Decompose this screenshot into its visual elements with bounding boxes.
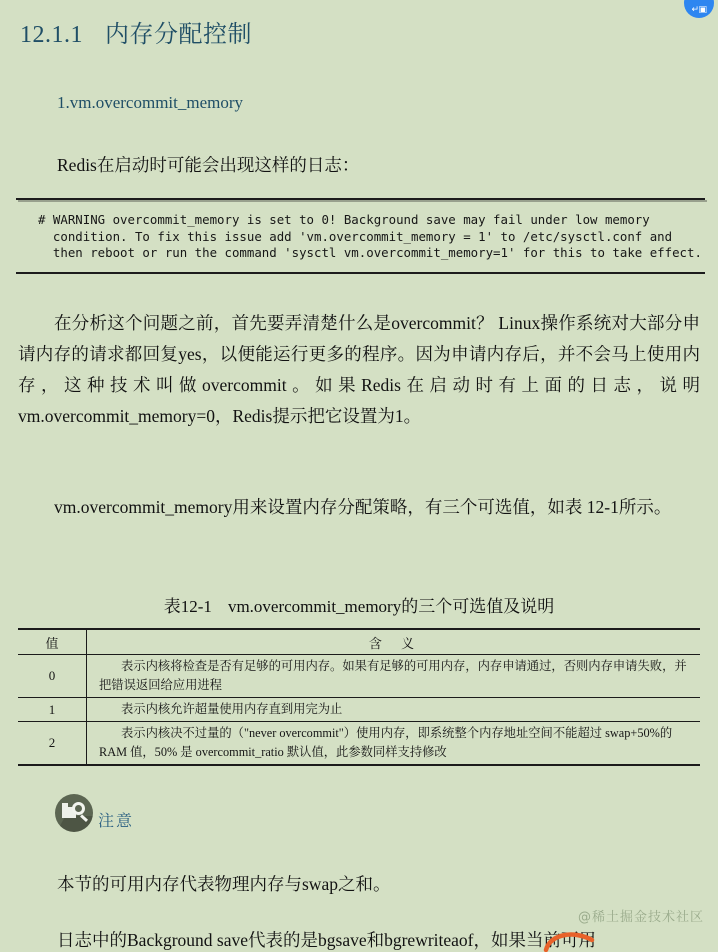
table-cell-value: 2 [18,722,87,766]
table-caption [0,592,718,617]
table-cell-meaning: 表示内核决不过量的（"never overcommit"）使用内存，即系统整个内存地址空间不能超过 swap+50%的 RAM 值，50% 是 overcommit_ratio 默认值，此参数同样支持修改 [87,722,701,766]
table-caption-number: 表12-1 [163,597,212,616]
code-rule-bottom [16,272,705,274]
table-cell-value: 0 [18,655,87,698]
subsection-heading: 1.vm.overcommit_memory [57,93,244,112]
paragraph-strategy: vm.overcommit_memory用来设置内存分配策略，有三个可选值，如表 12-1所示。 [54,497,672,517]
table-cell-meaning: 表示内核将检查是否有足够的可用内存。如果有足够的可用内存，内存申请通过，否则内存申请失败，并把错误返回给应用进程 [87,655,701,698]
note-block [55,794,134,832]
page-title [20,14,252,49]
paragraph-note-body: 本节的可用内存代表物理内存与swap之和。 [57,874,391,894]
table-row [18,722,700,766]
section-number: 12.1.1 [20,22,83,48]
code-line: # WARNING overcommit_memory is set to 0! Background save may fail under low memory [38,212,650,227]
table-cell-value: 1 [18,698,87,722]
bookmark-badge-glyph: ↵▣ [691,5,707,15]
table-caption-text: vm.overcommit_memory的三个可选值及说明 [227,597,555,616]
paragraph-lead-in: Redis在启动时可能会出现这样的日志： [57,155,360,175]
log-output-block [16,198,718,274]
paragraph-tail: 日志中的Background save代表的是bgsave和bgrewriteaof，如果当前可用 [57,930,596,950]
table-row [18,655,700,698]
paragraph-overcommit: 在分析这个问题之前，首先要弄清楚什么是overcommit？ Linux操作系统对大部分申请内存的请求都回复yes，以便能运行更多的程序。因为申请内存后，并不会马上使用内存，这种技术叫做overcommit。如果Redis在启动时有上面的日志，说明vm.overcommit_memory=0，Redis提示把它设置为1。 [18,313,700,426]
table-header-value: 值 [18,629,87,655]
code-body [16,200,718,272]
note-icon-lens [72,802,85,815]
table-row [18,698,700,722]
code-rule-top [16,198,705,200]
table-cell-meaning: 表示内核允许超量使用内存直到用完为止 [87,698,701,722]
code-line: then reboot or run the command 'sysctl vm.overcommit_memory=1' for this to take effect. [38,245,702,260]
note-magnifier-icon [55,794,93,832]
section-title-text: 内存分配控制 [105,22,252,48]
code-line: condition. To fix this issue add 'vm.overcommit_memory = 1' to /etc/sysctl.conf and [38,228,673,244]
options-table-wrapper [18,628,700,766]
bookmark-badge[interactable] [684,0,714,18]
table-header-meaning: 含 义 [87,629,701,655]
table-header-row [18,629,700,655]
note-label: 注意 [98,812,135,830]
watermark: @稀土掘金技术社区 [577,910,704,925]
options-table [18,628,700,766]
